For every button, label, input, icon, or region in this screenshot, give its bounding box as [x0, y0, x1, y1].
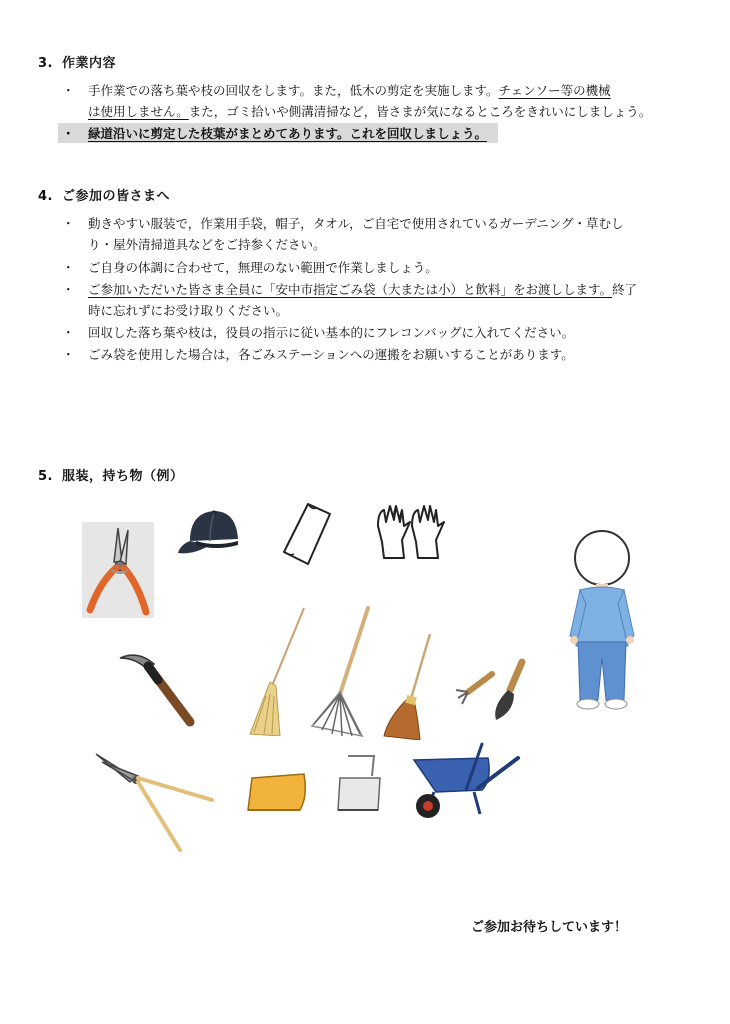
item-text: 回収した落ち葉や枝は，役員の指示に従い基本的にフレコンバッグに入れてください。 — [88, 325, 575, 340]
hedge-shears-icon — [94, 752, 218, 856]
section-title: ご参加の皆さまへ — [62, 189, 171, 204]
section-number: 5. — [38, 469, 53, 484]
item-text: り・屋外清掃道具などをご持参ください。 — [88, 237, 326, 252]
towel-icon — [278, 500, 334, 570]
section-title: 作業内容 — [62, 56, 117, 71]
rake-icon — [306, 606, 376, 740]
list-item — [62, 344, 662, 365]
list-item — [62, 80, 662, 122]
highlighted-list-item — [62, 123, 494, 144]
person-icon — [566, 528, 638, 714]
item-text-underlined: は使用しません。 — [88, 104, 189, 119]
item-text: 時に忘れずにお受け取りください。 — [88, 303, 289, 318]
item-text: 手作業での落ち葉や枝の回収をします。また，低木の剪定を実施します。 — [88, 83, 499, 98]
item-text: 緑道沿いに剪定した枝葉がまとめてあります。これを回収しましょう。 — [88, 126, 488, 141]
bullet: ・ — [62, 282, 75, 297]
pruning-shears-icon — [82, 522, 154, 618]
section-number: 4. — [38, 189, 53, 204]
bamboo-broom-icon — [380, 632, 436, 740]
list-item — [62, 279, 662, 321]
bullet: ・ — [62, 216, 75, 231]
bullet: ・ — [62, 325, 75, 340]
bullet: ・ — [62, 347, 75, 362]
broom-icon — [240, 606, 310, 736]
item-text-underlined: チェンソー等の機械 — [498, 83, 611, 98]
sickle-icon — [118, 644, 198, 728]
item-text: ごみ袋を使用した場合は，各ごみステーションへの運搬をお願いすることがあります。 — [88, 347, 574, 362]
bullet: ・ — [62, 83, 75, 98]
item-text: また，ゴミ拾いや側溝清掃など，皆さまが気になるところをきれいにしましょう。 — [188, 104, 652, 119]
section-3-heading — [38, 52, 116, 71]
item-text: ご自身の体調に合わせて，無理のない範囲で作業しましょう。 — [88, 260, 438, 275]
item-text-underlined: ご参加いただいた皆さま全員に「安中市指定ごみ袋（大または小）と飲料」をお渡しします。 — [88, 282, 613, 297]
item-text: 動きやすい服装で，作業用手袋，帽子，タオル，ご自宅で使用されているガーデニング・草むし — [88, 216, 624, 231]
bullet: ・ — [62, 260, 75, 275]
bullet: ・ — [62, 126, 75, 141]
section-5-heading — [38, 465, 184, 484]
garden-trowel-set-icon — [454, 656, 530, 724]
wheelbarrow-icon — [408, 740, 522, 822]
list-item — [62, 257, 662, 278]
cap-icon — [176, 505, 246, 563]
list-item — [62, 322, 662, 343]
standing-dustpan-icon — [334, 752, 386, 816]
list-item — [62, 213, 662, 255]
dustpan-icon — [244, 766, 314, 816]
section-number: 3. — [38, 56, 53, 71]
work-gloves-icon — [372, 500, 450, 566]
section-4-heading — [38, 185, 170, 204]
closing-message: ご参加お待ちしています！ — [471, 920, 628, 935]
section-title: 服装，持ち物（例） — [62, 469, 184, 484]
item-text: 終了 — [612, 282, 638, 297]
